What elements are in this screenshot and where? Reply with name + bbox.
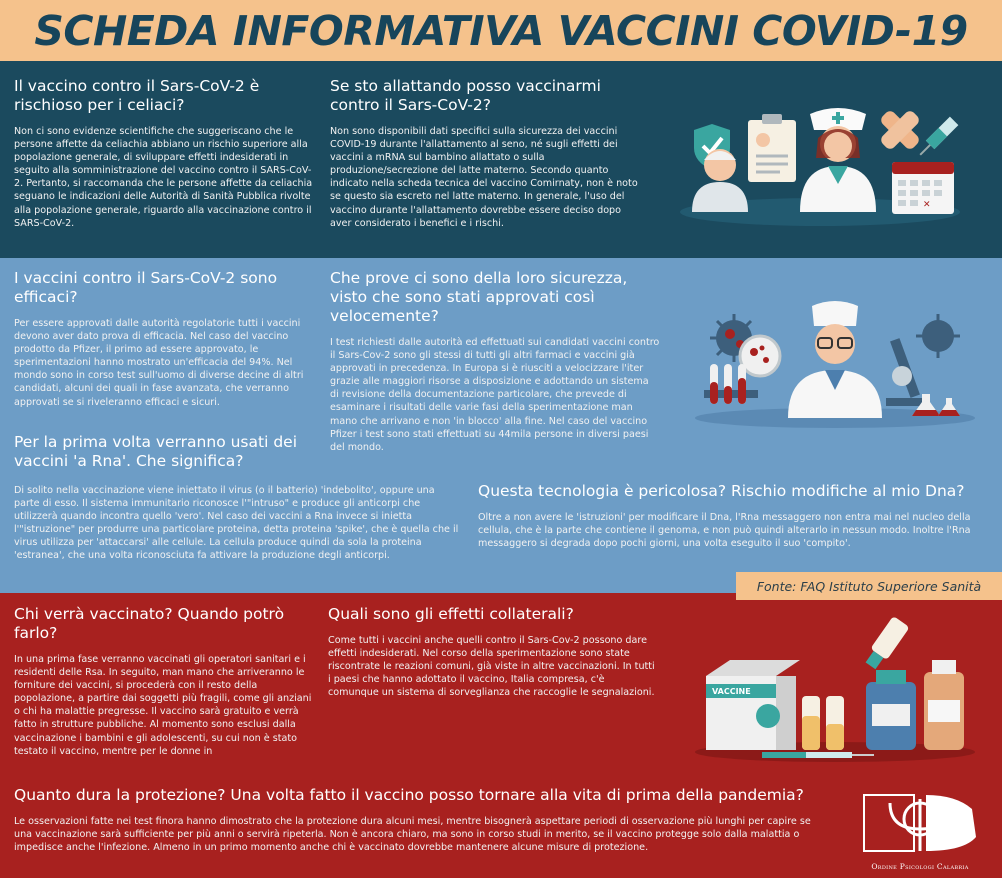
faq-question: Che prove ci sono della loro sicurezza, visto che sono stati approvati così velocemente? — [330, 269, 628, 325]
faq-rna-answer — [14, 484, 459, 563]
faq-answer: In una prima fase verranno vaccinati gli operatori sanitari e i residenti delle Rsa. In seguito, man mano che arriveranno le forniture dei vaccini, si procederà con il resto della popolazione, a partire dai soggetti più fragili, come gli anziani o chi ha malattie pregresse. Il vaccino sarà gratuito e verrà fatto in strutture pubbliche. Al momento sono esclusi dalla vaccinazione i bambini e gli adolescenti, su cui non è stato testato il vaccino, mentre per le donne in — [14, 654, 312, 757]
vaccine-box-label: VACCINE — [712, 687, 751, 696]
faq-question: Il vaccino contro il Sars-CoV-2 è rischioso per i celiaci? — [14, 77, 260, 114]
faq-rna — [14, 433, 464, 481]
faq-answer: Di solito nella vaccinazione viene iniettato il virus (o il batterio) 'indebolito', oppure una parte di esso. Il sistema immunitario riconosce l'"intruso" e produce gli anticorpi che utilizzerà quando incontra quello 'vero'. Nel caso dei vaccini a Rna invece si inietta l'"istruzione" per produrre una particolare proteina, detta proteina 'spike', che è quella che il virus utilizza per 'attaccarsi' alle cellule. La cellula produce quindi da sola la proteina 'estranea', che una volta riconosciuta fa attivare la produzione degli anticorpi. — [14, 485, 459, 562]
doctor-patient-illustration — [670, 100, 970, 230]
faq-answer: Per essere approvati dalle autorità regolatorie tutti i vaccini devono aver dato prova di efficacia. Nel caso del vaccino prodotto da Pfizer, il primo ad essere approvato, le sperimentazioni hanno mostrato un'efficacia del 94%. Nel mondo sono in corso test sull'uomo di diverse decine di altri candidati, alcuni dei quali in fase avanzata, che verranno approvati se si riveleranno efficaci e sicuri. — [14, 318, 304, 408]
faq-effetti — [328, 605, 658, 699]
title-banner — [0, 0, 1002, 61]
logo-caption: Ordine Psicologi Calabria — [871, 862, 969, 871]
logo — [860, 789, 980, 871]
svg-text:✕: ✕ — [923, 200, 931, 210]
page-title: SCHEDA INFORMATIVA VACCINI COVID-19 — [34, 6, 968, 55]
faq-chi — [14, 605, 319, 758]
faq-answer: Non ci sono evidenze scientifiche che suggeriscano che le persone affette da celiachia abbiano un rischio superiore alla popolazione generale, di sviluppare effetti indesiderati in seguito alla somministrazione del vaccino contro il SARS-CoV-2. Pertanto, si raccomanda che le persone affette da celiachia seguano le indicazioni delle Autorità di Sanità Pubblica rivolte alla popolazione generale, riguardo alla vaccinazione contro il SARS-CoV-2. — [14, 126, 313, 229]
faq-answer: Come tutti i vaccini anche quelli contro il Sars-Cov-2 possono dare effetti indesiderati. Nel corso della sperimentazione sono state riscontrate le reazioni comuni, già viste in altre vaccinazioni. In tutti i paesi che hanno adottato il vaccino, Italia compresa, c'è comunque un sistema di sorveglianza che raccoglie le segnalazioni. — [328, 635, 655, 699]
source-label: Fonte: FAQ Istituto Superiore Sanità — [736, 572, 1002, 600]
faq-question: Per la prima volta verranno usati dei vaccini 'a Rna'. Che significa? — [14, 433, 297, 470]
faq-sicurezza — [330, 269, 660, 454]
faq-question: Quanto dura la protezione? Una volta fatto il vaccino posso tornare alla vita di prima della pandemia? — [14, 786, 804, 804]
faq-answer: Non sono disponibili dati specifici sulla sicurezza dei vaccini COVID-19 durante l'allattamento al seno, né sugli effetti dei vaccini a mRNA sul bambino allattato o sulla produzione/secrezione del latte materno. Secondo quanto indicato nella scheda tecnica del vaccino Comirnaty, non è noto se questo sia escreto nel latte materno. In generale, l'uso del vaccino durante l'allattamento dovrebbe essere deciso dopo aver considerato i benefici e i rischi. — [330, 126, 638, 229]
psi-logo-icon — [860, 789, 980, 855]
faq-answer: Le osservazioni fatte nei test finora hanno dimostrato che la protezione dura alcuni mesi, mentre bisognerà aspettare periodi di osservazione più lunghi per capire se una vaccinazione sarà sufficiente per più anni o servirà ripeterla. Non è ancora chiaro, ma sono in corso studi in merito, se il vaccino protegge solo dalla malattia o impedisce anche l'infezione. Almeno in un primo momento anche chi è vaccinato dovrebbe mantenere alcune misure di protezione. — [14, 816, 811, 854]
faq-answer: Oltre a non avere le 'istruzioni' per modificare il Dna, l'Rna messaggero non entra mai nel nucleo della cellula, che è la parte che contiene il genoma, e non può quindi alterarlo in nessun modo. Inoltre l'Rna messaggero si degrada dopo pochi giorni, una volta eseguito il suo 'compito'. — [478, 512, 971, 550]
faq-question: I vaccini contro il Sars-CoV-2 sono efficaci? — [14, 269, 278, 306]
faq-allattamento — [330, 77, 640, 230]
faq-tecnologia — [478, 482, 978, 550]
vaccine-vials-illustration — [690, 612, 980, 767]
faq-answer: I test richiesti dalle autorità ed effettuati sui candidati vaccini contro il Sars-Cov-2 sono gli stessi di tutti gli altri farmaci e vaccini già approvati in precedenza. In Europa si è riusciti a velocizzare l'iter grazie alle maggiori risorse a disposizione e adottando un sistema di revisione della documentazione particolare, che prevede di esaminare i risultati delle varie fasi della sperimentazione man mano che arrivano e non 'in blocco' alla fine. Nel caso del vaccino Pfizer i test sono stati effettuati su 44mila persone in diversi paesi del mondo. — [330, 337, 660, 453]
faq-question: Questa tecnologia è pericolosa? Rischio modifiche al mio Dna? — [478, 482, 965, 500]
faq-question: Chi verrà vaccinato? Quando potrò farlo? — [14, 605, 285, 642]
faq-celiaci — [14, 77, 314, 230]
faq-protezione — [14, 786, 854, 854]
scientist-lab-illustration — [690, 298, 980, 428]
faq-efficaci — [14, 269, 306, 409]
faq-question: Quali sono gli effetti collaterali? — [328, 605, 574, 623]
faq-question: Se sto allattando posso vaccinarmi contro il Sars-CoV-2? — [330, 77, 601, 114]
